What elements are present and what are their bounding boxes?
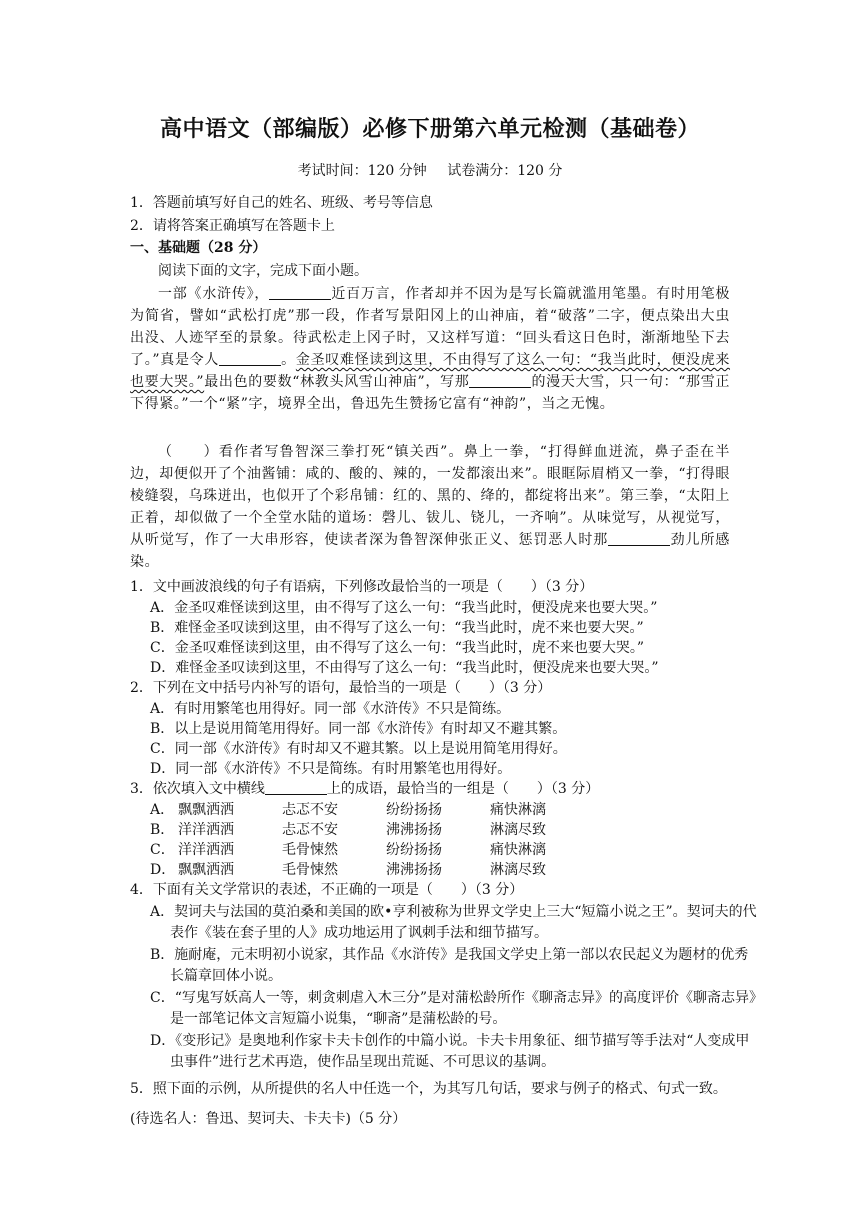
wavy-underlined-sentence: 金圣叹难怪读到这里，不由得写了这么一句：“我当此时，便没虎来也要大哭。” — [130, 352, 731, 390]
passage-paragraph-2: （ ）看作者写鲁智深三拳打死“镇关西”。鼻上一拳，“打得鲜血迸流，鼻子歪在半边，却便似开了个油酱铺：咸的、酸的、辣的，一发都滚出来”。眼眶际眉梢又一拳，“打得眼棱缝裂，乌珠迸出，也似开了个彩帛铺：红的、黑的、绛的，都绽将出来”。第三拳，“太阳上正着，却似做了一个全堂水陆的道场：磬儿、钹儿、铙儿，一齐响”。从味觉写，从视觉写，从听觉写，作了一大串形容，使读者深为鲁智深伸张正义、惩罚恶人时那 劲儿所感染。 — [130, 444, 730, 570]
question-2-option-c: C．同一部《水浒传》有时却又不避其繁。以上是说用简笔用得好。 — [150, 741, 567, 757]
passage-paragraph-1: 一部《水浒传》， 近百万言，作者却并不因为是写长篇就滥用笔墨。有时用笔极为简省，譬如“武松打虎”那一段，作者写景阳冈上的山神庙，着“破落”二字，便点染出大虫出没、人迹罕至的景象。待武松走上冈子时，又这样写道：“回头看这日色时，渐渐地坠下去了。”真是令人 。金圣叹难怪读到这里，不由得写了这么一句：“我当此时，便没虎来也要大哭。”最出色的要数“林教头风雪山神庙”，写那 的漫天大雪，只一句：“那雪正下得紧。”一个“紧”字，境界全出，鲁迅先生赞扬它富有“神韵”，当之无愧。 — [130, 286, 731, 412]
question-3-option-b: B． 洋洋洒洒 忐忑不安 沸沸扬扬 淋漓尽致 — [150, 822, 546, 838]
reading-intro: 阅读下面的文字，完成下面小题。 — [158, 263, 368, 279]
question-3-option-c: C． 洋洋洒洒 毛骨悚然 纷纷扬扬 痛快淋漓 — [150, 842, 546, 858]
section-heading: 一、基础题（28 分） — [130, 240, 267, 256]
blank-inline — [265, 780, 327, 795]
notice-1: 1．答题前填写好自己的姓名、班级、考号等信息 — [130, 195, 433, 211]
page-title: 高中语文（部编版）必修下册第六单元检测（基础卷） — [159, 116, 700, 142]
question-2-stem: 2．下列在文中括号内补写的语句，最恰当的一项是（ ）（3 分） — [130, 680, 552, 696]
blank-1 — [269, 285, 331, 300]
blank-2 — [219, 351, 281, 366]
blank-3 — [469, 373, 531, 388]
question-2-option-d: D．同一部《水浒传》不只是简练。有时用繁笔也用得好。 — [150, 761, 512, 777]
question-1-option-a: A．金圣叹难怪读到这里，由不得写了这么一句：“我当此时，便没虎来也要大哭。” — [150, 600, 658, 616]
question-1-option-c: C．金圣叹难怪读到这里，由不得写了这么一句：“我当此时，虎不来也要大哭。” — [150, 640, 645, 656]
question-1-option-b: B．难怪金圣叹读到这里，由不得写了这么一句：“我当此时，虎不来也要大哭。” — [150, 620, 644, 636]
exam-time: 考试时间：120 分钟 — [297, 163, 427, 179]
question-4-option-a: A．契诃夫与法国的莫泊桑和美国的欧•亨利被称为世界文学史上三大“短篇小说之王”。契诃夫的代表作《装在套子里的人》成功地运用了讽刺手法和细节描写。 — [150, 904, 757, 941]
exam-score: 试卷满分：120 分 — [447, 163, 563, 179]
notice-2: 2．请将答案正确填写在答题卡上 — [130, 218, 335, 234]
exam-info — [0, 160, 860, 180]
question-2-option-b: B．以上是说用简笔用得好。同一部《水浒传》有时却又不避其繁。 — [150, 721, 567, 737]
question-3-option-a: A． 飘飘洒洒 忐忑不安 纷纷扬扬 痛快淋漓 — [150, 802, 546, 818]
question-5-stem: 5．照下面的示例，从所提供的名人中任选一个，为其写几句话，要求与例子的格式、句式一致。(待选名人：鲁迅、契诃夫、卡夫卡)（5 分） — [130, 1081, 727, 1127]
question-4-option-b: B．施耐庵，元末明初小说家，其作品《水浒传》是我国文学史上第一部以农民起义为题材的优秀长篇章回体小说。 — [150, 947, 749, 984]
question-4-stem: 4．下面有关文学常识的表述，不正确的一项是（ ）（3 分） — [130, 882, 524, 898]
question-4-option-c: C．“写鬼写妖高人一等，刺贪刺虐入木三分”是对蒲松龄所作《聊斋志异》的高度评价《聊斋志异》是一部笔记体文言短篇小说集，“聊斋”是蒲松龄的号。 — [150, 990, 757, 1027]
blank-4 — [608, 531, 670, 546]
question-2-option-a: A．有时用繁笔也用得好。同一部《水浒传》不只是简练。 — [150, 701, 511, 717]
question-1-stem: 1．文中画波浪线的句子有语病，下列修改最恰当的一项是（ ）（3 分） — [130, 579, 594, 595]
question-3-stem: 3．依次填入文中横线 上的成语，最恰当的一组是（ ）（3 分） — [130, 781, 600, 797]
question-4-option-d: D．《变形记》是奥地利作家卡夫卡创作的中篇小说。卡夫卡用象征、细节描写等手法对“人变成甲虫事件”进行艺术再造，使作品呈现出荒诞、不可思议的基调。 — [150, 1033, 750, 1070]
question-3-option-d: D． 飘飘洒洒 毛骨悚然 沸沸扬扬 淋漓尽致 — [150, 862, 546, 878]
question-1-option-d: D．难怪金圣叹读到这里，不由得写了这么一句：“我当此时，便没虎来也要大哭。” — [150, 660, 659, 676]
